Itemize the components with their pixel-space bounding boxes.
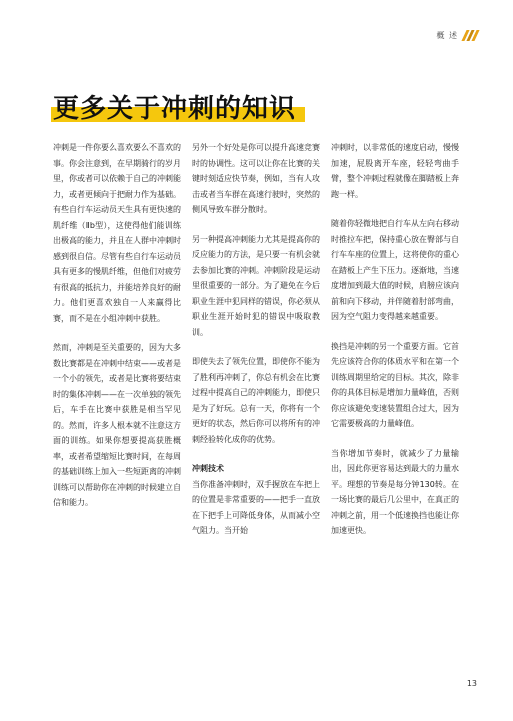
paragraph: 另外一个好处是你可以提升高速竞赛时的协调性。这可以让你在比赛的关键时刻适应快节奏，例如，当有人攻击或者当车群在高速行驶时，突然的侧风导致车群分散时。	[192, 143, 320, 214]
paragraph: 换挡是冲刺的另一个重要方面。它首先应该符合你的体质水平和在第一个训练周期里给定的目标。其次，除非你的具体目标是增加力量峰值，否则你应该避免变速装置组合过大，因为它需要极高的力量峰值。	[331, 341, 459, 428]
paragraph: 另一种提高冲刺能力尤其是提高你的反应能力的方法，是只要一有机会就去参加比赛的冲刺。冲刺阶段是运动里很重要的一部分。为了避免在今后职业生涯中犯同样的错误，你必须从职业生涯开始时犯的错误中吸取教训。	[192, 234, 320, 337]
paragraph: 冲刺是一件你要么喜欢要么不喜欢的事。你会注意到，在早期骑行的岁月里，你或者可以依赖于自己的冲刺能力，或者更倾向于把耐力作为基础。有些自行车运动员天生具有更快速的肌纤维（Ⅱb型），这使得他们能训练出极高的能力，并且在人群中冲刺时感到很自信。尽管有些自行车运动员具有更多的慢肌纤维，但他们对疲劳有很高的抵抗力，并能培养良好的耐力。他们更喜欢独自一人来赢得比赛，而不是在小组冲刺中获胜。	[53, 143, 181, 323]
text-column-3	[331, 140, 459, 553]
paragraph: 随着你轻微地把自行车从左向右移动时推拉车把，保持重心放在臀部与自行车车座的位置上，这将使你的重心在踏板上产生下压力。逐渐地，当速度增加到最大值的时候，肩膀应该向前和向下移动，并伴随着肘部弯曲，因为空气阻力变得越来越重要。	[331, 219, 459, 321]
section-header	[436, 30, 477, 41]
text-column-1	[53, 140, 181, 525]
paragraph: 冲刺时，以非常低的速度启动，慢慢加速，屁股离开车座，轻轻弯曲手臂，整个冲刺过程就像在脚踏板上奔跑一样。	[331, 143, 459, 199]
paragraph: 然而，冲刺是至关重要的，因为大多数比赛都是在冲刺中结束——或者是一个小的领先，或者是比赛将要结束时的集体冲刺——在一次单独的领先后，车手在比赛中获胜是相当罕见的。然而，许多人根本就不注意这方面的训练。如果你想要提高获胜概率，或者希望缩短比赛时间，在每周的基础训练上加入一些短距离的冲刺训练可以帮助你在冲刺的时候建立自信和能力。	[53, 343, 181, 507]
paragraph: 即使失去了领先位置，即使你不能为了胜利再冲刺了，你总有机会在比赛过程中提高自己的冲刺能力，即使只是为了好玩。总有一天，你将有一个更好的状态，然后你可以将所有的冲刺经验转化成你的优势。	[192, 357, 320, 444]
paragraph: 当你准备冲刺时，双手握放在车把上的位置是非常重要的——把手一直放在下把手上可降低身体，从而减小空气阻力。当开始	[192, 479, 320, 535]
section-label: 概 述	[436, 31, 458, 40]
section-marks-icon	[464, 30, 477, 41]
page-number: 13	[466, 679, 477, 688]
title-block	[53, 93, 296, 125]
page-title: 更多关于冲刺的知识	[53, 94, 297, 124]
paragraph: 当你增加节奏时，就减少了力量输出，因此你更容易达到最大的力量水平。理想的节奏是每分钟130转。在一场比赛的最后几公里中，在真正的冲刺之前，用一个低速换挡也能让你加速更快。	[331, 448, 459, 535]
subheading: 冲刺技术	[192, 464, 224, 473]
text-column-2	[192, 140, 320, 553]
